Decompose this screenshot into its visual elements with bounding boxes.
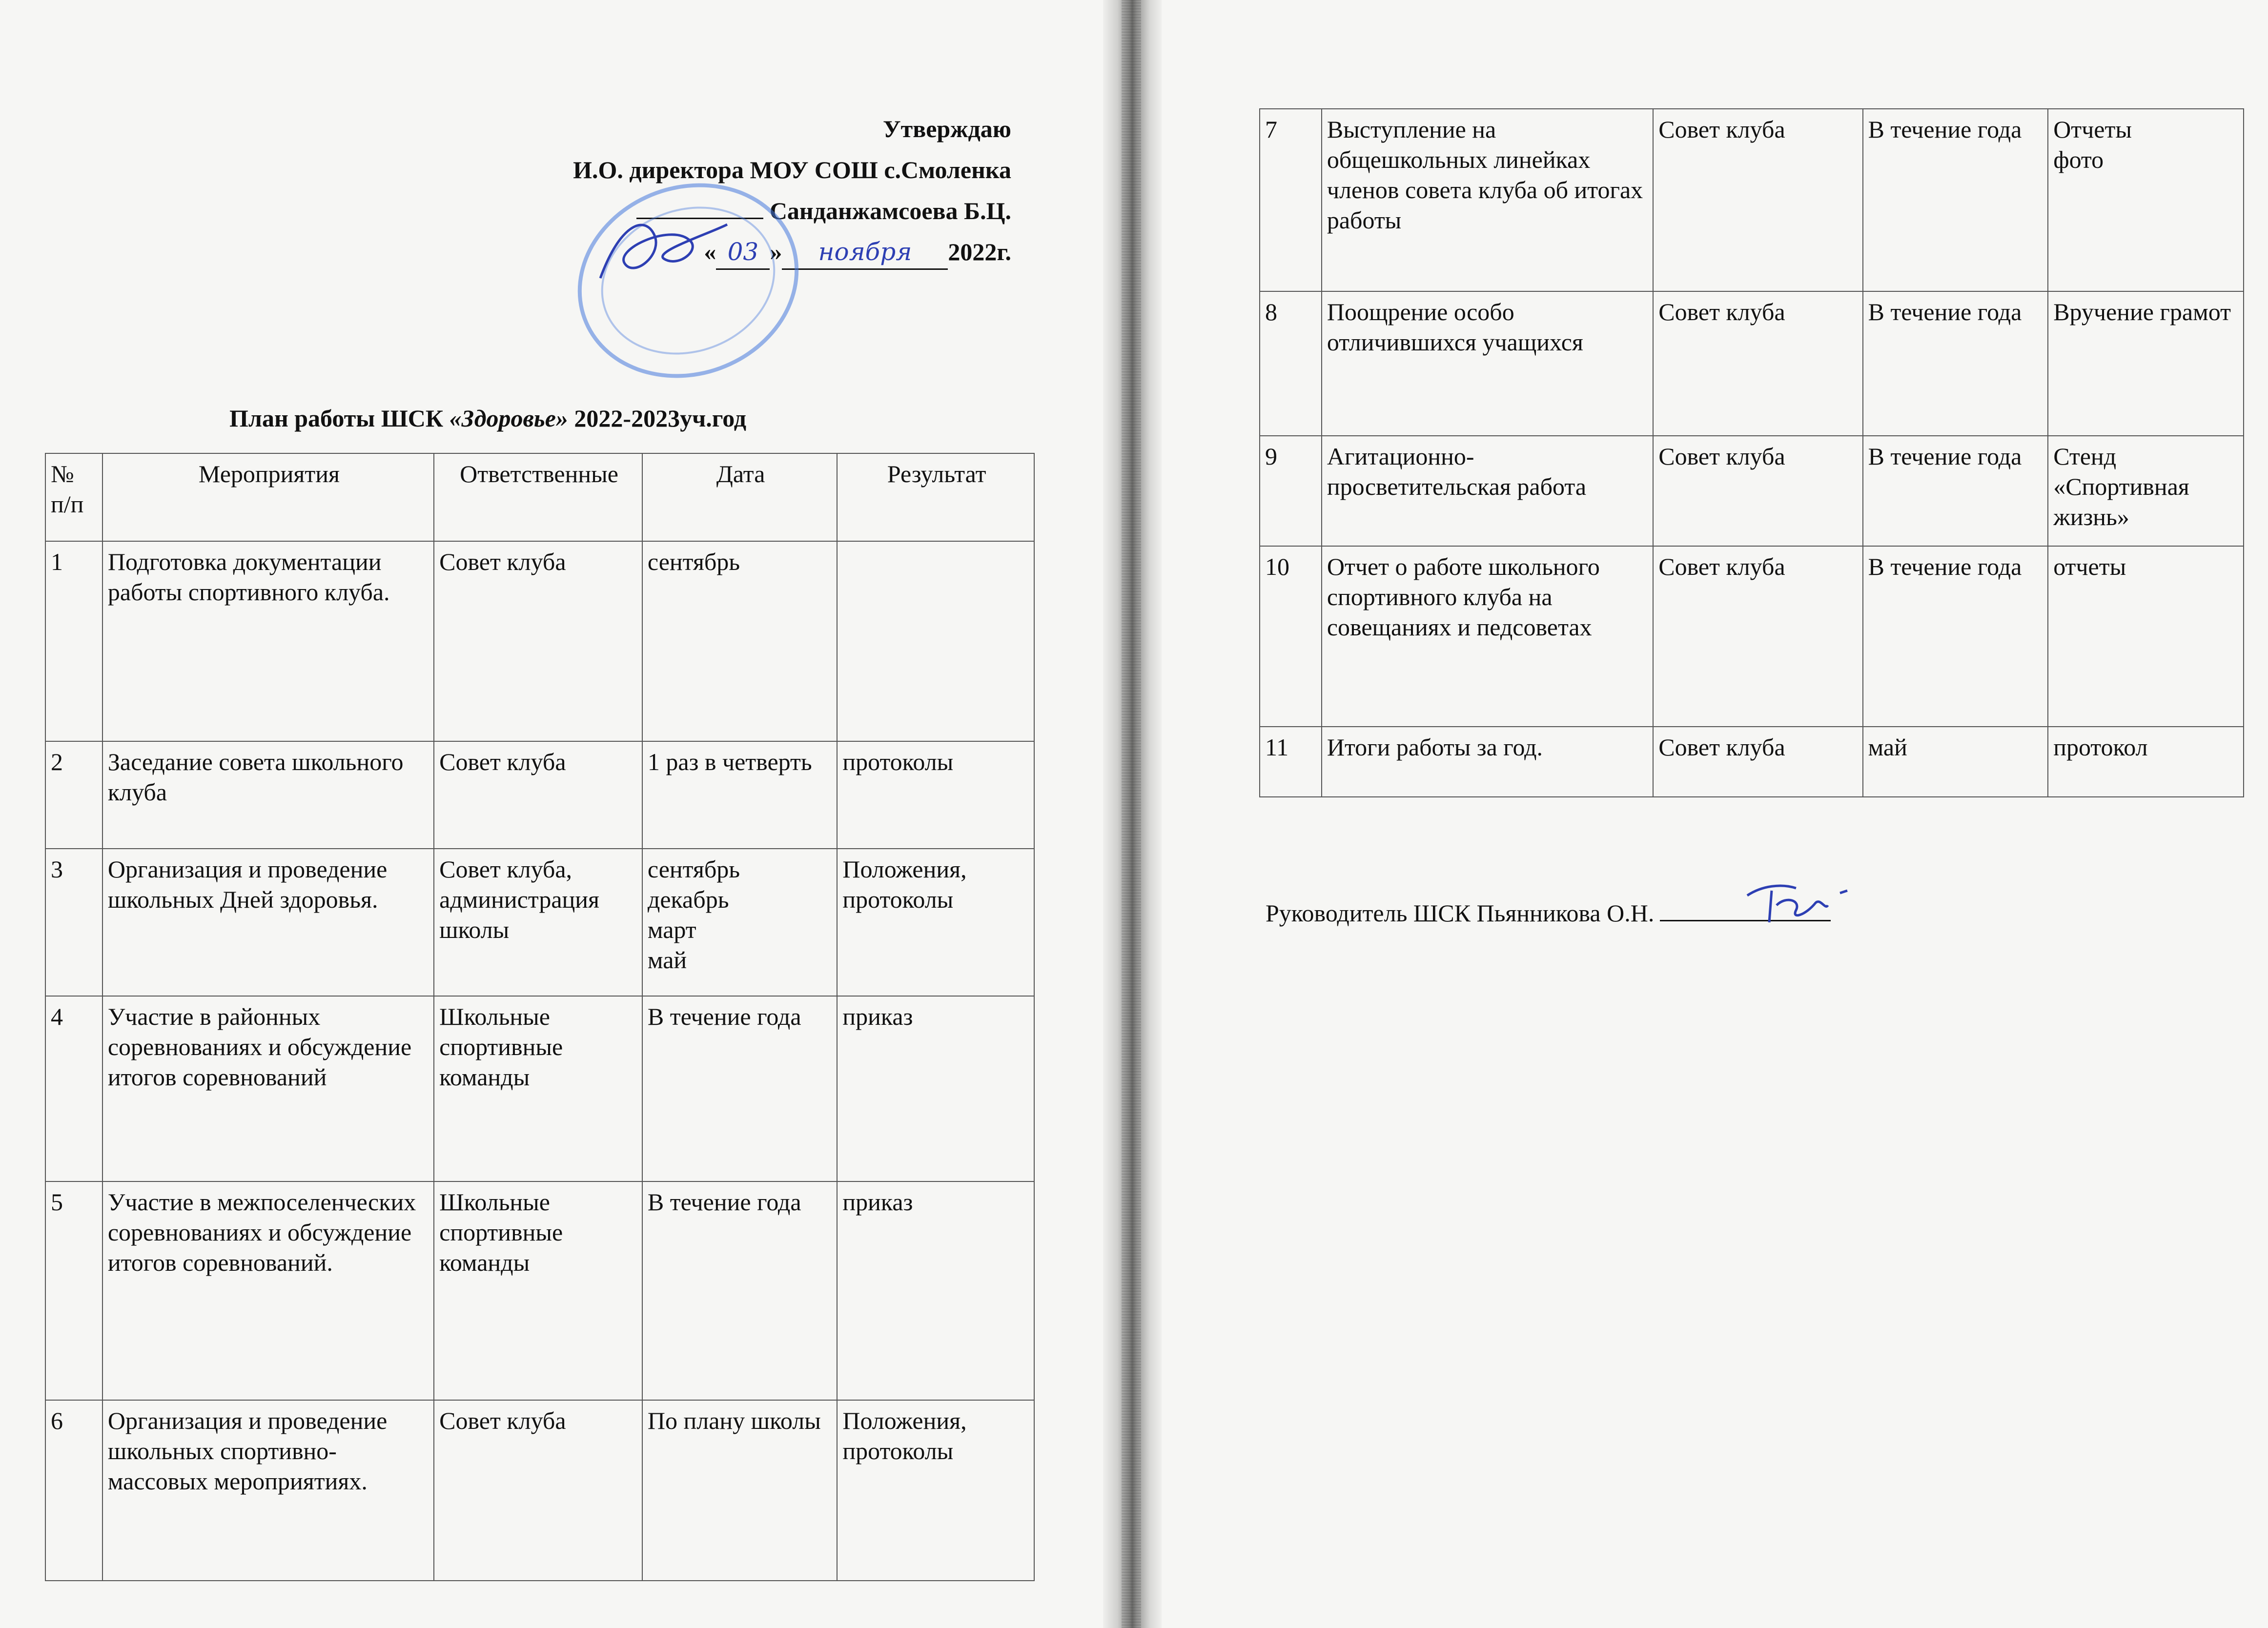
row-responsible: Школьные спортивные команды <box>434 996 642 1181</box>
header-event: Мероприятия <box>102 453 434 541</box>
row-event: Выступление на общешкольных линейках членов совета клуба об итогах работы <box>1322 109 1653 291</box>
row-responsible: Совет клуба <box>1653 546 1862 727</box>
row-event: Организация и проведение школьных спортивно-массовых мероприятиях. <box>102 1400 434 1581</box>
row-result: Отчеты фото <box>2048 109 2244 291</box>
plan-table-part2 <box>1259 108 2244 797</box>
row-result: приказ <box>837 1181 1034 1400</box>
date-day: 03 <box>716 235 770 270</box>
row-date: В течение года <box>1863 436 2048 546</box>
row-responsible: Совет клуба <box>1653 727 1862 797</box>
row-event: Поощрение особо отличившихся учащихся <box>1322 291 1653 436</box>
row-number: 3 <box>45 849 102 996</box>
table-row <box>45 849 1034 996</box>
row-responsible: Совет клуба <box>1653 291 1862 436</box>
row-number: 6 <box>45 1400 102 1581</box>
date-open-quote: « <box>704 238 716 265</box>
table-row <box>1260 109 2244 291</box>
row-date: В течение года <box>642 996 837 1181</box>
row-responsible: Совет клуба <box>1653 436 1862 546</box>
row-number: 1 <box>45 541 102 741</box>
title-club-name: «Здоровье» <box>449 405 568 432</box>
row-result <box>837 541 1034 741</box>
row-date: сентябрь декабрь март май <box>642 849 837 996</box>
table-row <box>1260 546 2244 727</box>
row-result: Стенд «Спортивная жизнь» <box>2048 436 2244 546</box>
row-number: 5 <box>45 1181 102 1400</box>
table-row <box>45 541 1034 741</box>
row-result: Положения, протоколы <box>837 849 1034 996</box>
row-responsible: Совет клуба <box>1653 109 1862 291</box>
row-event: Организация и проведение школьных Дней здоровья. <box>102 849 434 996</box>
table-row <box>1260 727 2244 797</box>
row-date: В течение года <box>1863 546 2048 727</box>
table-row <box>45 1181 1034 1400</box>
row-result: приказ <box>837 996 1034 1181</box>
document-title <box>229 404 746 432</box>
approval-title: Утверждаю <box>882 115 1011 142</box>
row-date: май <box>1863 727 2048 797</box>
row-date: В течение года <box>1863 109 2048 291</box>
row-date: 1 раз в четверть <box>642 741 837 849</box>
table-row <box>45 741 1034 849</box>
row-result: протоколы <box>837 741 1034 849</box>
row-event: Агитационно-просветительская работа <box>1322 436 1653 546</box>
row-number: 7 <box>1260 109 1322 291</box>
row-responsible: Школьные спортивные команды <box>434 1181 642 1400</box>
header-date: Дата <box>642 453 837 541</box>
director-signature-icon <box>591 205 737 293</box>
row-result: протокол <box>2048 727 2244 797</box>
row-number: 11 <box>1260 727 1322 797</box>
row-responsible: Совет клуба <box>434 1400 642 1581</box>
row-number: 9 <box>1260 436 1322 546</box>
date-year: 2022г. <box>948 238 1011 265</box>
row-event: Подготовка документации работы спортивного клуба. <box>102 541 434 741</box>
date-month: ноября <box>782 235 948 270</box>
row-number: 4 <box>45 996 102 1181</box>
title-prefix: План работы ШСК <box>229 405 450 432</box>
row-event: Отчет о работе школьного спортивного клуба на совещаниях и педсоветах <box>1322 546 1653 727</box>
row-number: 8 <box>1260 291 1322 436</box>
row-result: Вручение грамот <box>2048 291 2244 436</box>
row-event: Участие в межпоселенческих соревнованиях и обсуждение итогов соревнований. <box>102 1181 434 1400</box>
page-gutter <box>1103 0 1162 1628</box>
row-number: 2 <box>45 741 102 849</box>
row-number: 10 <box>1260 546 1322 727</box>
row-event: Заседание совета школьного клуба <box>102 741 434 849</box>
row-result: отчеты <box>2048 546 2244 727</box>
row-date: сентябрь <box>642 541 837 741</box>
row-date: В течение года <box>642 1181 837 1400</box>
row-date: По плану школы <box>642 1400 837 1581</box>
title-suffix: 2022-2023уч.год <box>568 405 747 432</box>
plan-table-part1 <box>45 453 1035 1581</box>
table-row <box>1260 436 2244 546</box>
leader-text: Руководитель ШСК Пьянникова О.Н. <box>1266 899 1655 927</box>
table-row <box>1260 291 2244 436</box>
approval-position: И.О. директора МОУ СОШ с.Смоленка <box>573 156 1011 183</box>
row-responsible: Совет клуба, администрация школы <box>434 849 642 996</box>
date-close-quote: » <box>770 238 782 265</box>
row-result: Положения, протоколы <box>837 1400 1034 1581</box>
header-result: Результат <box>837 453 1034 541</box>
leader-signature-icon <box>1742 876 1855 930</box>
header-number: № п/п <box>45 453 102 541</box>
row-event: Итоги работы за год. <box>1322 727 1653 797</box>
row-date: В течение года <box>1863 291 2048 436</box>
table-header-row <box>45 453 1034 541</box>
header-responsible: Ответственные <box>434 453 642 541</box>
approval-name: Санданжамсоева Б.Ц. <box>769 197 1011 224</box>
row-event: Участие в районных соревнованиях и обсуждение итогов соревнований <box>102 996 434 1181</box>
table-row <box>45 1400 1034 1581</box>
row-responsible: Совет клуба <box>434 741 642 849</box>
row-responsible: Совет клуба <box>434 541 642 741</box>
table-row <box>45 996 1034 1181</box>
